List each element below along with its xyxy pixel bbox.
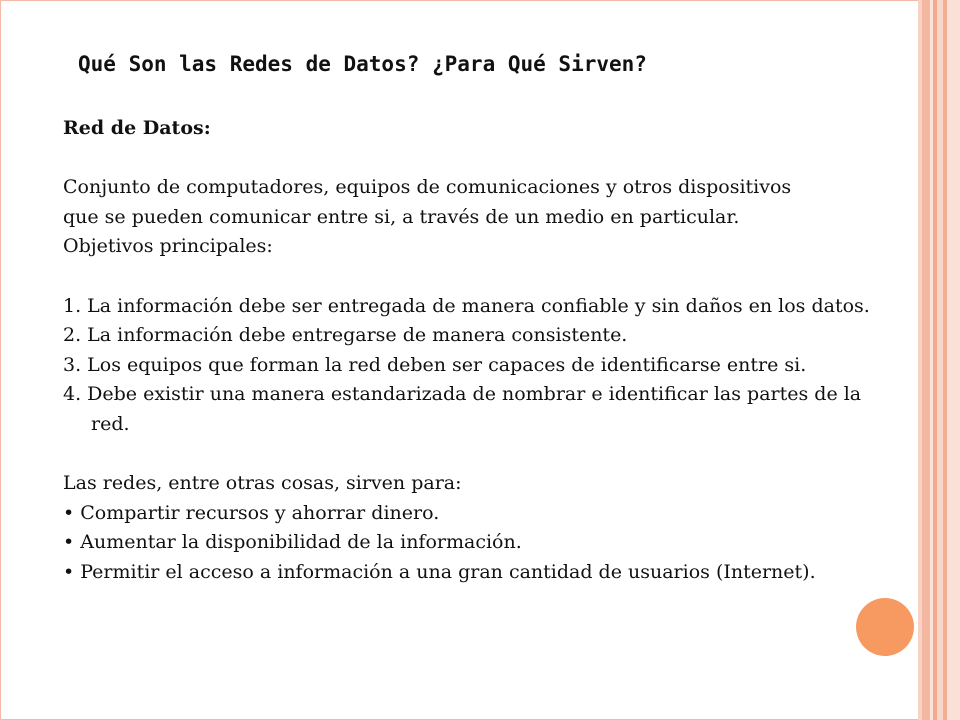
uses-label: Las redes, entre otras cosas, sirven para: bbox=[63, 472, 462, 495]
use-item: • Compartir recursos y ahorrar dinero. bbox=[63, 501, 440, 524]
objective-item: 1. La información debe ser entregada de manera confiable y sin daños en los datos. bbox=[63, 294, 870, 317]
slide-title: Qué Son las Redes de Datos? ¿Para Qué Sirven? bbox=[78, 52, 647, 76]
right-decorative-band bbox=[947, 0, 960, 720]
section-heading: Red de Datos: bbox=[63, 117, 211, 139]
objective-item: 4. Debe existir una manera estandarizada de nombrar e identificar las partes de la red. bbox=[63, 383, 862, 435]
definition-line: que se pueden comunicar entre si, a través de un medio en particular. bbox=[63, 205, 740, 228]
use-item: • Permitir el acceso a información a una gran cantidad de usuarios (Internet). bbox=[63, 560, 816, 583]
objectives-label: Objetivos principales: bbox=[63, 235, 273, 258]
definition-line: Conjunto de computadores, equipos de comunicaciones y otros dispositivos bbox=[63, 176, 792, 199]
right-decorative-band bbox=[922, 0, 930, 720]
slide-body bbox=[63, 114, 893, 588]
decorative-circle bbox=[856, 598, 914, 656]
use-item: • Aumentar la disponibilidad de la información. bbox=[63, 531, 522, 554]
objective-item: 3. Los equipos que forman la red deben ser capaces de identificarse entre si. bbox=[63, 353, 807, 376]
objective-item: 2. La información debe entregarse de manera consistente. bbox=[63, 324, 628, 347]
